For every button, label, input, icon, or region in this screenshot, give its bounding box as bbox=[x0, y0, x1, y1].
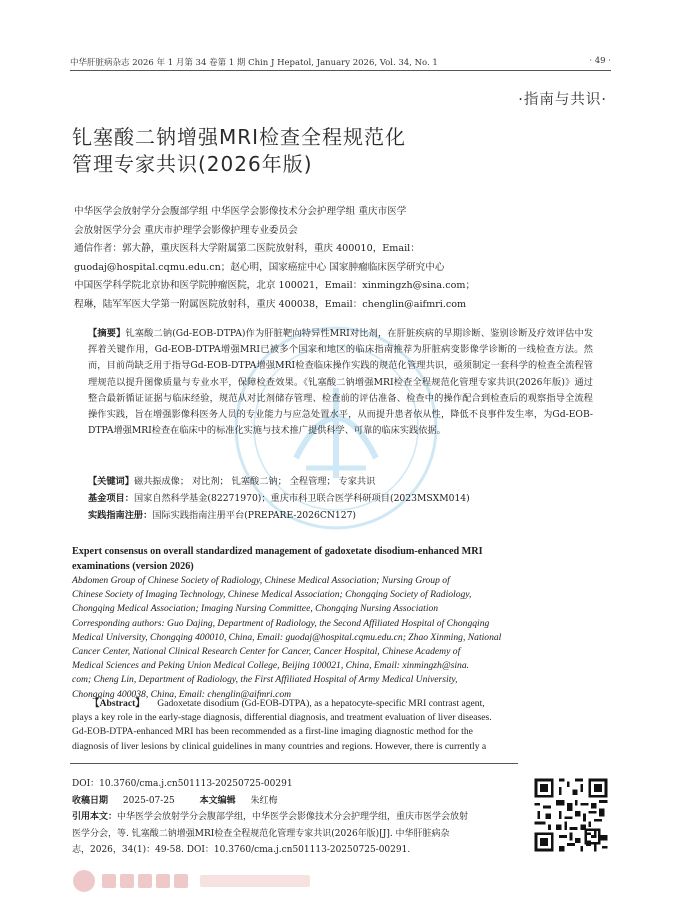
received-label: 收稿日期 bbox=[72, 795, 109, 806]
received-line bbox=[72, 793, 522, 810]
running-header bbox=[70, 56, 611, 70]
english-author-line: Chongqing 400038, China, Email: chenglin@aifmri.com bbox=[72, 688, 292, 700]
keywords-text: 磁共振成像； 对比剂； 钆塞酸二钠； 全程管理； 专家共识 bbox=[133, 476, 376, 487]
english-abstract-line: diagnosis of liver lesions by clinical guidelines in many countries and regions. However, there is currently a bbox=[72, 740, 487, 752]
corresponding-line: 中国医学科学院北京协和医学院肿瘤医院，北京 100021，Email：xinmingzh@sina.com； bbox=[74, 280, 476, 291]
title-line-2: 管理专家共识(2026年版) bbox=[72, 152, 313, 176]
english-title-line-2: examinations (version 2026) bbox=[72, 560, 194, 572]
citation-text: 中华医学会放射学分会腹部学组，中华医学会影像技术分会护理学组，重庆市医学会放射 bbox=[117, 812, 469, 822]
article-title bbox=[72, 124, 612, 178]
english-abstract-line: Gd-EOB-DTPA-enhanced MRI has been recommended as a first-line imaging diagnostic method for the bbox=[72, 726, 473, 738]
qr-code-icon[interactable] bbox=[532, 776, 610, 854]
keywords-label: 【关键词】 bbox=[88, 476, 134, 487]
footer-rule bbox=[70, 763, 518, 764]
fund-label: 基金项目： bbox=[88, 493, 134, 504]
received-date: 2025-07-25 bbox=[122, 795, 175, 806]
abstract-text: 钆塞酸二钠(Gd-EOB-DTPA)作为肝脏靶向特异性MRI对比剂，在肝脏疾病的早期诊断、鉴别诊断及疗效评估中发挥着关键作用，Gd-EOB-DTPA增强MRI已被多个国家和地区的临床指南推荐为肝脏病变影像学诊断的一线检查方法。然而，目前尚缺乏用于指导Gd-EOB-DTPA增强MRI检查临床操作实践的规范化管理共识，亟须制定一套科学的检查全流程管理规范以提升图像质量与专业水平，保障检查效果。《钆塞酸二钠增强MRI检查全程规范化管理专家共识(2026年版)》通过整合最新循证证据与临床经验，规范从对比剂储存管理、检查前的评估准备、检查中的操作配合到检查后的观察指导全流程操作实践，旨在增强影像科医务人员的专业能力与应急处置水平，从而提升患者依从性，降低不良事件发生率，为Gd-EOB-DTPA增强MRI检查在临床中的标准化实施与技术推广提供科学、可靠的临床实践依据。 bbox=[88, 328, 594, 437]
corresponding-line: guodaj@hospital.cqmu.edu.cn；赵心明，国家癌症中心 国家肿瘤临床医学研究中心 bbox=[74, 261, 445, 273]
citation-label: 引用本文： bbox=[72, 812, 118, 822]
citation-line: 志，2026，34(1)：49-58. DOI：10.3760/cma.j.cn501113-20250725-00291. bbox=[72, 845, 411, 855]
english-author-line: Chinese Society of Imaging Technology, Chinese Medical Association; Chongqing Society of Radiology, bbox=[72, 589, 472, 601]
journal-citation-header: 中华肝脏病杂志 2026 年 1 月第 34 卷第 1 期 Chin J Hepatol, January 2026, Vol. 34, No. 1 bbox=[70, 58, 438, 68]
publisher-logo-icon bbox=[70, 866, 320, 896]
registration-text: 国际实践指南注册平台(PREPARE-2026CN127) bbox=[152, 510, 357, 521]
fund-text: 国家自然科学基金(82271970)；重庆市科卫联合医学科研项目(2023MSXM014) bbox=[133, 493, 470, 504]
corresponding-line: 程琳，陆军军医大学第一附属医院放射科，重庆 400038，Email：chenglin@aifmri.com bbox=[74, 298, 467, 310]
corresponding-line: 通信作者：郭大静，重庆医科大学附属第二医院放射科，重庆 400010，Email： bbox=[74, 243, 420, 254]
fund-line bbox=[88, 490, 470, 504]
english-author-line: Chongqing Medical Association; Imaging Nursing Committee, Chongqing Nursing Association bbox=[72, 603, 439, 615]
english-author-line: Corresponding authors: Guo Dajing, Department of Radiology, the Second Affiliated Hospital of Chongqing bbox=[72, 617, 490, 629]
citation-line bbox=[72, 809, 522, 826]
doi-line: DOI：10.3760/cma.j.cn501113-20250725-00291 bbox=[72, 779, 293, 789]
author-line: 会放射医学分会 重庆市护理学会影像护理专业委员会 bbox=[74, 224, 298, 236]
title-line-1: 钆塞酸二钠增强MRI检查全程规范化 bbox=[72, 125, 407, 149]
english-title bbox=[72, 545, 592, 574]
english-author-block bbox=[72, 574, 592, 702]
english-abstract-line: plays a key role in the early-stage diagnosis, differential diagnosis, and treatment evaluation of liver diseases. bbox=[72, 712, 492, 724]
english-abstract-text: Gadoxetate disodium (Gd-EOB-DTPA), as a hepatocyte-specific MRI contrast agent, bbox=[157, 698, 485, 709]
author-block bbox=[74, 203, 614, 314]
keywords-line bbox=[88, 473, 375, 487]
english-author-line: Cancer Center, National Clinical Research Center for Cancer, Cancer Hospital, Chinese Academy of bbox=[72, 646, 461, 658]
registration-label: 实践指南注册： bbox=[88, 510, 153, 521]
section-tag: ·指南与共识· bbox=[518, 92, 607, 108]
header-rule bbox=[70, 70, 611, 71]
editor-label: 本文编辑 bbox=[199, 795, 236, 806]
footer-block bbox=[72, 776, 522, 859]
english-abstract-label: 【Abstract】 bbox=[90, 698, 145, 709]
english-abstract-line bbox=[72, 697, 592, 711]
english-author-line: com; Cheng Lin, Department of Radiology, the First Affiliated Hospital of Army Medical University, bbox=[72, 674, 458, 686]
editor-name: 朱红梅 bbox=[250, 795, 278, 806]
citation-line: 医学分会，等. 钆塞酸二钠增强MRI检查全程规范化管理专家共识(2026年版)[J]. 中华肝脏病杂 bbox=[72, 828, 450, 839]
registration-line bbox=[88, 507, 356, 521]
author-line: 中华医学会放射学分会腹部学组 中华医学会影像技术分会护理学组 重庆市医学 bbox=[74, 206, 407, 217]
english-author-line: Medical Sciences and Peking Union Medical College, Beijing 100021, China, Email: xinmingzh@sina. bbox=[72, 660, 470, 672]
english-abstract bbox=[72, 697, 592, 754]
english-author-line: Medical University, Chongqing 400010, China, Email: guodaj@hospital.cqmu.edu.cn; Zhao Xinming, National bbox=[72, 631, 502, 643]
english-author-line: Abdomen Group of Chinese Society of Radiology, Chinese Medical Association; Nursing Group of bbox=[72, 575, 450, 586]
abstract-label: 【摘要】 bbox=[88, 328, 126, 339]
english-title-line-1: Expert consensus on overall standardized management of gadoxetate disodium-enhanced MRI bbox=[72, 546, 483, 557]
abstract-chinese bbox=[88, 326, 593, 439]
page-number: · 49 · bbox=[589, 56, 611, 66]
